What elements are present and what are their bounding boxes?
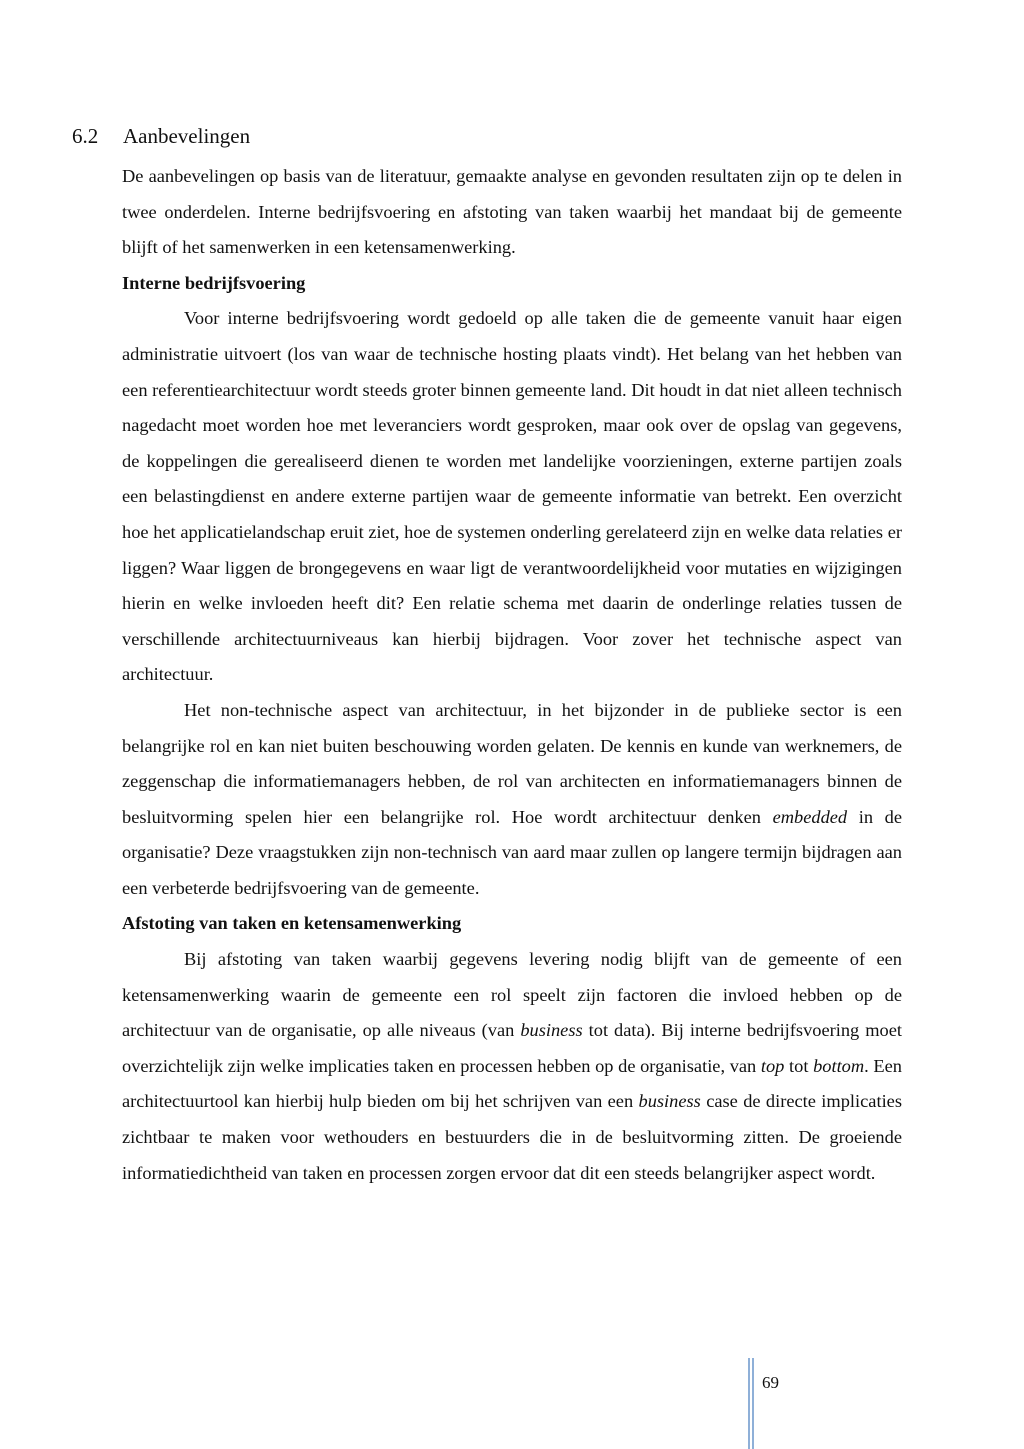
intro-paragraph: De aanbevelingen op basis van de literatuur, gemaakte analyse en gevonden resultaten zijn op te delen in twee onderdelen. Interne bedrijfsvoering en afstoting van taken waarbij het mandaat bij de gemeente blijft of het samenwerken in een ketensamenwerking. bbox=[122, 166, 902, 258]
section-number: 6.2 bbox=[72, 124, 99, 148]
emphasis-embedded: embedded bbox=[772, 806, 848, 827]
paragraph-technical-aspect: Voor interne bedrijfsvoering wordt gedoeld op alle taken die de gemeente vanuit haar eigen administratie uitvoert (los van waar de technische hosting plaats vindt). Het belang van het hebben van een referentiearchitectuur wordt steeds groter binnen gemeente land. Dit houdt in dat niet alleen technisch nagedacht moet worden hoe met leveranciers wordt gesproken, maar ook over de opslag van gegevens, de koppelingen die gerealiseerd dienen te worden met landelijke voorzieningen, externe partijen zoals een belastingdienst en andere externe partijen waar de gemeente informatie van betrekt. Een overzicht hoe het applicatielandschap eruit ziet, hoe de systemen onderling gerelateerd zijn en welke data relaties er liggen? Waar liggen de brongegevens en waar ligt de verantwoordelijkheid voor mutaties en wijzigingen hierin en welke invloeden heeft dit? Een relatie schema met daarin de onderlinge relaties tussen de verschillende architectuurniveaus kan hierbij bijdragen. Voor zover het technische aspect van architectuur. bbox=[122, 308, 902, 685]
paragraph-non-technical-aspect: Het non-technische aspect van architectuur, in het bijzonder in de publieke sector is een belangrijke rol en kan niet buiten beschouwing worden gelaten. De kennis en kunde van werknemers, de zeggenschap die informatiemanagers hebben, de rol van architecten en informatiemanagers binnen de besluitvorming spelen hier een belangrijke rol. Hoe wordt architectuur denken embedded in de organisatie? Deze vraagstukken zijn non-technisch van aard maar zullen op langere termijn bijdragen aan een verbeterde bedrijfsvoering van de gemeente. bbox=[122, 699, 902, 898]
document-body bbox=[122, 159, 902, 1191]
emphasis-business: business bbox=[520, 1020, 583, 1041]
footer-divider-bar bbox=[748, 1358, 750, 1449]
emphasis-top: top bbox=[760, 1055, 785, 1076]
page-footer bbox=[748, 1358, 808, 1449]
subheading-afstoting: Afstoting van taken en ketensamenwerking bbox=[122, 913, 462, 934]
paragraph-afstoting: Bij afstoting van taken waarbij gegevens levering nodig blijft van de gemeente of een ketensamenwerking waarin de gemeente een rol speelt zijn factoren die invloed hebben op de architectuur van de organisatie, op alle niveaus (van business tot data). Bij interne bedrijfsvoering moet overzichtelijk zijn welke implicaties taken en processen hebben op de organisatie, van top tot bottom. Een architectuurtool kan hierbij hulp bieden om bij het schrijven van een business case de directe implicaties zichtbaar te maken voor wethouders en bestuurders die in de besluitvorming zitten. De groeiende informatiedichtheid van taken en processen zorgen ervoor dat dit een steeds belangrijker aspect wordt. bbox=[122, 949, 902, 1183]
subheading-interne-bedrijfsvoering: Interne bedrijfsvoering bbox=[122, 272, 306, 293]
emphasis-bottom: bottom bbox=[813, 1055, 865, 1076]
section-heading bbox=[72, 122, 250, 150]
section-title: Aanbevelingen bbox=[123, 124, 251, 148]
emphasis-business-case: business bbox=[638, 1091, 701, 1112]
page-number: 69 bbox=[762, 1373, 779, 1392]
